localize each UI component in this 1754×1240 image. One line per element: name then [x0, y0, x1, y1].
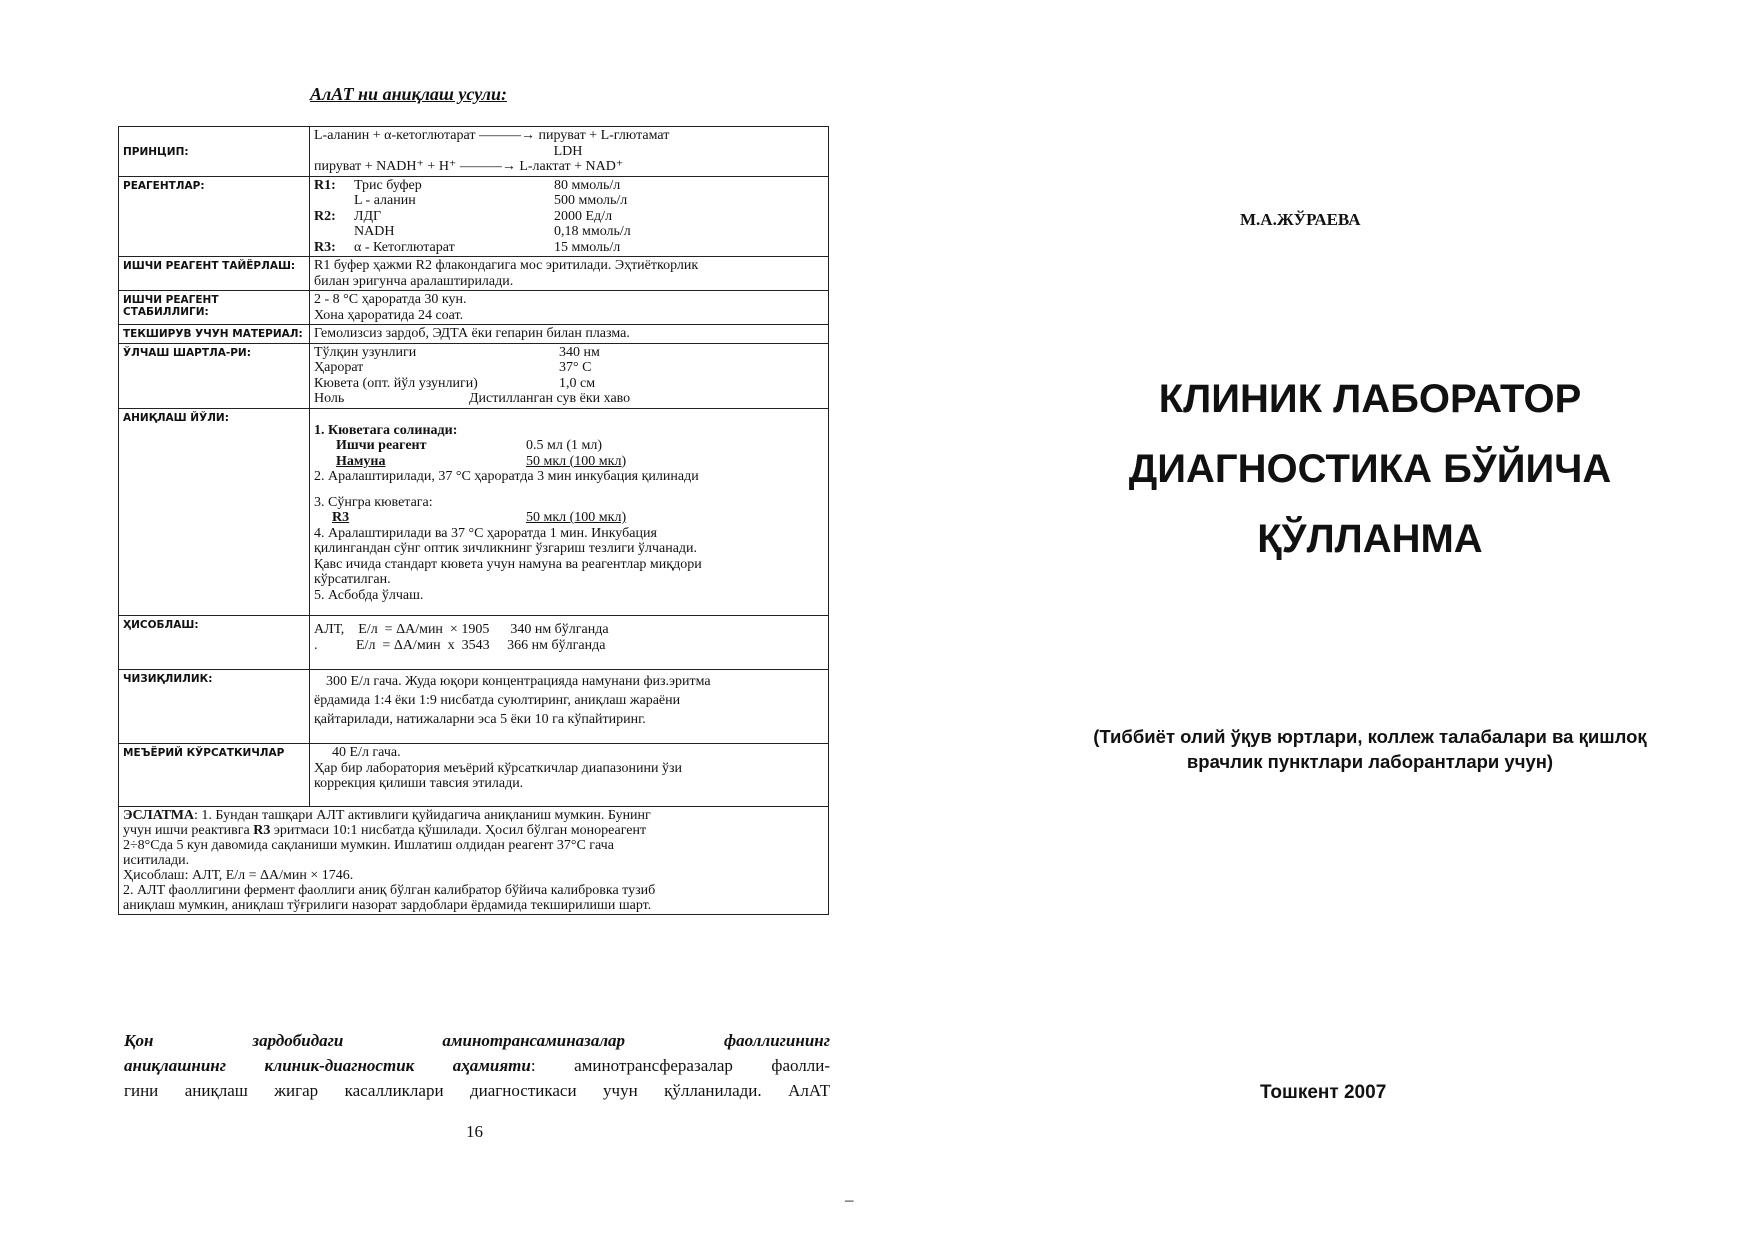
note-cell	[119, 806, 829, 914]
book-title-line: ДИАГНОСТИКА БЎЙИЧА	[1128, 447, 1612, 491]
paragraph-line-2: : аминотрансферазалар фаолли-	[530, 1056, 830, 1075]
norm-cell	[310, 744, 829, 807]
material-text: Гемолизсиз зардоб, ЭДТА ёки гепарин билан плазма.	[314, 326, 630, 341]
condition-value: 340 нм	[559, 344, 600, 360]
preparation-line-1: R1 буфер ҳажми R2 флакондагига мос эритилади. Эҳтиёткорлик	[314, 258, 699, 273]
note-line-6: 2. АЛТ фаоллигини фермент фаоллиги аниқ бўлган калибратор бўйича калибровка тузиб	[123, 882, 656, 898]
paragraph-line-3: гини аниқлаш жигар касалликлари диагностикаси учун қўлланилади. АлАТ	[124, 1081, 830, 1100]
table-row	[119, 744, 829, 807]
reagent-code: R3:	[314, 239, 336, 255]
table-row	[119, 616, 829, 670]
reagent-amount: 0,18 ммоль/л	[554, 224, 631, 239]
principle-label: ПРИНЦИП:	[119, 127, 310, 177]
procedure-step-3: 3. Сўнгра кюветага:	[314, 494, 433, 510]
procedure-step-1: 1. Кюветага солинади:	[314, 422, 458, 438]
linearity-line: 300 Е/л гача. Жуда юқори концентрацияда намунани физ.эритма	[326, 674, 711, 689]
linearity-line: қайтарилади, натижаларни эса 5 ёки 10 га кўпайтиринг.	[314, 712, 646, 727]
note-line-1: : 1. Бундан ташқари АЛТ активлиги қуйидагича аниқланиш мумкин. Бунинг	[194, 807, 651, 823]
conditions-label: ЎЛЧАШ ШАРТЛА-РИ:	[119, 343, 310, 408]
condition-value: 37° С	[559, 360, 592, 375]
procedure-item-amount: 50 мкл (100 мкл)	[526, 510, 627, 525]
preparation-cell	[310, 257, 829, 291]
linearity-cell	[310, 670, 829, 744]
table-row	[119, 343, 829, 408]
table-row	[119, 408, 829, 616]
norm-line: Ҳар бир лаборатория меъёрий кўрсаткичлар диапазонини ўзи	[314, 760, 682, 776]
note-line-2-c: эритмаси 10:1 нисбатда қўшилади. Ҳосил бўлган монореагент	[270, 822, 647, 838]
reagents-label: РЕАГЕНТЛАР:	[119, 176, 310, 257]
table-row	[119, 127, 829, 177]
page-number: 16	[466, 1122, 483, 1141]
condition-name: Ноль	[314, 391, 345, 406]
reagent-name: L - аланин	[354, 193, 416, 208]
principle-line-2: пируват + NADH⁺ + H⁺ ———→ L-лактат + NAD⁺	[314, 159, 624, 174]
book-title-line: КЛИНИК ЛАБОРАТОР	[1158, 377, 1582, 421]
procedure-cell	[310, 408, 829, 616]
note-line-2-a: учун ишчи реактивга	[123, 822, 254, 838]
reagent-name: Трис буфер	[354, 177, 422, 193]
book-subtitle	[990, 724, 1750, 774]
procedure-item-name: Намуна	[336, 453, 386, 469]
preparation-line-2: билан эригунча аралаштирилади.	[314, 273, 514, 289]
calculation-label: ҲИСОБЛАШ:	[119, 616, 310, 670]
reagent-amount: 500 ммоль/л	[554, 193, 628, 208]
norm-label: МЕЪЁРИЙ КЎРСАТКИЧЛАР	[119, 744, 310, 807]
paragraph-line-1: Қон зардобидаги аминотрансаминазалар фаоллигининг	[124, 1031, 830, 1050]
table-row	[119, 806, 829, 914]
reagent-code: R2:	[314, 208, 336, 224]
stability-line-2: Хона ҳароратида 24 соат.	[314, 307, 464, 323]
procedure-step-5: 5. Асбобда ўлчаш.	[314, 587, 424, 603]
calculation-line-1: АЛТ, Е/л = ΔA/мин × 1905 340 нм бўлганда	[314, 622, 609, 637]
reagent-name: NADH	[354, 224, 395, 239]
stability-cell	[310, 291, 829, 325]
method-title: АлАТ ни аниқлаш усули:	[310, 84, 508, 104]
reagent-amount: 15 ммоль/л	[554, 239, 621, 255]
author-name: М.А.ЖЎРАЕВА	[1240, 210, 1361, 229]
material-label: ТЕКШИРУВ УЧУН МАТЕРИАЛ:	[119, 325, 310, 344]
table-row	[119, 670, 829, 744]
procedure-step-2: 2. Аралаштирилади, 37 °С ҳароратда 3 мин инкубация қилинади	[314, 469, 699, 484]
note-line-3: 2÷8°Сда 5 кун давомида сақланиши мумкин. Ишлатиш олдидан реагент 37°С гача	[123, 837, 614, 853]
reagent-code: R1:	[314, 177, 336, 193]
note-line-7: аниқлаш мумкин, аниқлаш тўғрилиги назорат зардоблари ёрдамида текширилиши шарт.	[123, 897, 652, 913]
procedure-label: АНИҚЛАШ ЙЎЛИ:	[119, 408, 310, 616]
procedure-item-amount: 50 мкл (100 мкл)	[526, 453, 627, 469]
table-row	[119, 325, 829, 344]
conditions-cell	[310, 343, 829, 408]
calculation-cell	[310, 616, 829, 670]
procedure-step-4-line: 4. Аралаштирилади ва 37 °С ҳароратда 1 мин. Инкубация	[314, 525, 657, 541]
condition-name: Ҳарорат	[314, 360, 364, 375]
material-cell	[310, 325, 829, 344]
table-row	[119, 176, 829, 257]
table-row	[119, 291, 829, 325]
condition-value: Дистилланган сув ёки хаво	[469, 391, 631, 406]
subtitle-line: (Тиббиёт олий ўқув юртлари, коллеж талабалари ва қишлоқ	[1093, 726, 1647, 747]
procedure-item-name: Ишчи реагент	[336, 438, 427, 453]
book-title	[1040, 364, 1700, 574]
paragraph-heading: аниқлашнинг клиник-диагностик аҳамияти	[124, 1056, 531, 1075]
calculation-line-2: . Е/л = ΔA/мин х 3543 366 нм бўлганда	[314, 637, 606, 653]
note-line-5: Ҳисоблаш: АЛТ, Е/л = ΔA/мин × 1746.	[123, 867, 354, 883]
reagents-cell	[310, 176, 829, 257]
stability-label: ИШЧИ РЕАГЕНТ СТАБИЛЛИГИ:	[119, 291, 310, 325]
principle-line-1: L-аланин + α-кетоглютарат ———→ пируват + L-глютамат	[314, 128, 670, 143]
principle-cell	[310, 127, 829, 177]
reagent-name: ЛДГ	[354, 208, 382, 224]
subtitle-line: врачлик пунктлари лаборантлари учун)	[1186, 751, 1554, 772]
note-line-4: иситилади.	[123, 852, 190, 868]
principle-enzyme: LDH	[553, 143, 583, 159]
linearity-label: ЧИЗИҚЛИЛИК:	[119, 670, 310, 744]
table-row	[119, 257, 829, 291]
footer-mark: –	[845, 1190, 854, 1209]
procedure-item-name: R3	[332, 510, 350, 525]
procedure-step-4-line: кўрсатилган.	[314, 572, 391, 587]
reagent-amount: 2000 Ед/л	[554, 208, 613, 224]
reagent-name: α - Кетоглютарат	[354, 239, 455, 255]
condition-name: Тўлқин узунлиги	[314, 344, 417, 360]
reagent-amount: 80 ммоль/л	[554, 177, 621, 193]
procedure-step-4-line: қилингандан сўнг оптик зичликнинг ўзгариш тезлиги ўлчанади.	[314, 541, 698, 556]
condition-name: Кювета (опт. йўл узунлиги)	[314, 375, 478, 391]
method-table	[118, 126, 829, 915]
norm-line: коррекция қилиши тавсия этилади.	[314, 776, 524, 791]
note-label: ЭСЛАТМА	[123, 807, 195, 823]
book-title-line: ҚЎЛЛАНМА	[1257, 517, 1483, 561]
preparation-label: ИШЧИ РЕАГЕНТ ТАЙЁРЛАШ:	[119, 257, 310, 291]
condition-value: 1,0 см	[559, 375, 596, 391]
publication-place-year: Тошкент 2007	[1260, 1082, 1387, 1103]
note-reagent-code: R3	[253, 822, 271, 838]
procedure-step-4-line: Қавс ичида стандарт кювета учун намуна ва реагентлар миқдори	[314, 556, 702, 572]
body-paragraph	[124, 1028, 830, 1103]
norm-line: 40 Е/л гача.	[332, 745, 401, 760]
procedure-item-amount: 0.5 мл (1 мл)	[526, 438, 603, 453]
linearity-line: ёрдамида 1:4 ёки 1:9 нисбатда суюлтиринг, аниқлаш жараёни	[314, 693, 681, 708]
stability-line-1: 2 - 8 °С ҳароратда 30 кун.	[314, 292, 467, 307]
